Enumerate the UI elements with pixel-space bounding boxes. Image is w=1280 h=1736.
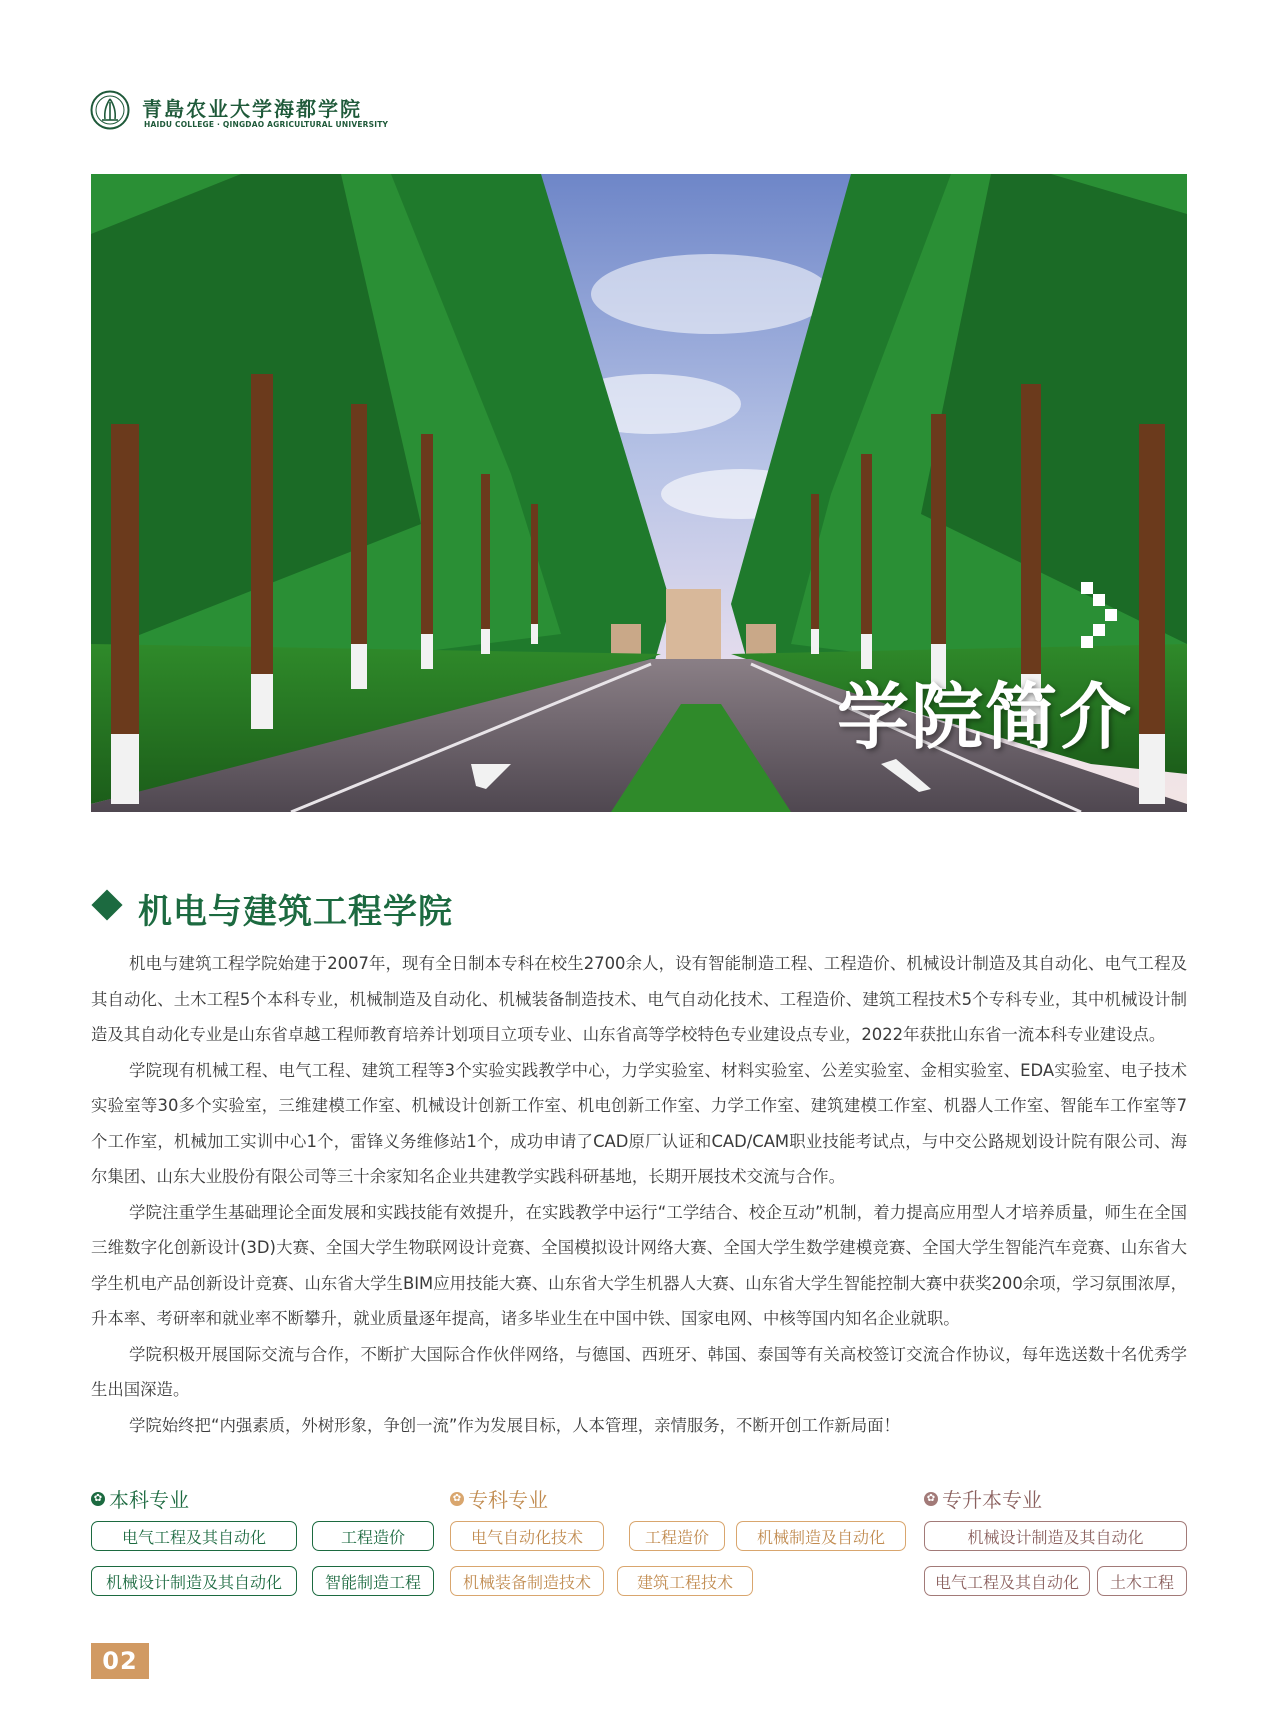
section-body	[91, 946, 1187, 1443]
major-tag: 土木工程	[1097, 1566, 1187, 1596]
flower-bullet-icon: ✿	[91, 1492, 105, 1506]
page-number: 02	[91, 1643, 149, 1679]
flower-bullet-icon: ✿	[924, 1492, 938, 1506]
chevron-right-icon	[1081, 582, 1121, 648]
college-majors-heading	[450, 1484, 548, 1513]
major-tag: 建筑工程技术	[617, 1566, 753, 1596]
section-title: 机电与建筑工程学院	[138, 892, 453, 932]
upgrade-majors-heading	[924, 1484, 1042, 1513]
undergrad-majors-title: 本科专业	[109, 1488, 189, 1512]
college-majors-title: 专科专业	[468, 1488, 548, 1512]
major-tag: 工程造价	[312, 1521, 434, 1551]
major-tag: 电气工程及其自动化	[91, 1521, 297, 1551]
undergrad-majors-heading	[91, 1484, 189, 1513]
college-seal-icon	[90, 90, 130, 130]
college-name-en: HAIDU COLLEGE · QINGDAO AGRICULTURAL UNIVERSITY	[144, 120, 389, 129]
paragraph: 学院现有机械工程、电气工程、建筑工程等3个实验实践教学中心，力学实验室、材料实验室、公差实验室、金相实验室、EDA实验室、电子技术实验室等30多个实验室，三维建模工作室、机械设计创新工作室、机电创新工作室、力学工作室、建筑建模工作室、机器人工作室、智能车工作室等7个工作室，机械加工实训中心1个，雷锋义务维修站1个，成功申请了CAD原厂认证和CAD/CAM职业技能考试点，与中交公路规划设计院有限公司、海尔集团、山东大业股份有限公司等三十余家知名企业共建教学实践科研基地，长期开展技术交流与合作。	[91, 1060, 1187, 1186]
major-tag: 机械装备制造技术	[450, 1566, 604, 1596]
major-tag: 工程造价	[629, 1521, 725, 1551]
diamond-bullet-icon	[91, 889, 122, 920]
major-tag: 机械制造及自动化	[736, 1521, 906, 1551]
hero-title: 学院简介	[836, 675, 1133, 759]
paragraph: 学院积极开展国际交流与合作，不断扩大国际合作伙伴网络，与德国、西班牙、韩国、泰国等有关高校签订交流合作协议，每年选送数十名优秀学生出国深造。	[91, 1344, 1187, 1399]
hero-banner	[91, 174, 1187, 812]
major-tag: 机械设计制造及其自动化	[91, 1566, 297, 1596]
paragraph: 学院始终把“内强素质，外树形象，争创一流”作为发展目标，人本管理，亲情服务，不断开创工作新局面！	[129, 1415, 900, 1435]
paragraph: 学院注重学生基础理论全面发展和实践技能有效提升，在实践教学中运行“工学结合、校企互动”机制，着力提高应用型人才培养质量，师生在全国三维数字化创新设计(3D)大赛、全国大学生物联网设计竞赛、全国模拟设计网络大赛、全国大学生数学建模竞赛、全国大学生智能汽车竞赛、山东省大学生机电产品创新设计竞赛、山东省大学生BIM应用技能大赛、山东省大学生机器人大赛、山东省大学生智能控制大赛中获奖200余项，学习氛围浓厚，升本率、考研率和就业率不断攀升，就业质量逐年提高，诸多毕业生在中国中铁、国家电网、中核等国内知名企业就职。	[91, 1202, 1187, 1328]
major-tag: 智能制造工程	[312, 1566, 434, 1596]
major-tag: 机械设计制造及其自动化	[924, 1521, 1187, 1551]
paragraph: 机电与建筑工程学院始建于2007年，现有全日制本专科在校生2700余人，设有智能制造工程、工程造价、机械设计制造及其自动化、电气工程及其自动化、土木工程5个本科专业，机械制造及自动化、机械装备制造技术、电气自动化技术、工程造价、建筑工程技术5个专科专业，其中机械设计制造及其自动化专业是山东省卓越工程师教育培养计划项目立项专业、山东省高等学校特色专业建设点专业，2022年获批山东省一流本科专业建设点。	[91, 954, 1187, 1044]
flower-bullet-icon: ✿	[450, 1492, 464, 1506]
college-name-cn: 青島农业大学海都学院	[142, 97, 362, 121]
major-tag: 电气自动化技术	[450, 1521, 604, 1551]
upgrade-majors-title: 专升本专业	[942, 1488, 1042, 1512]
major-tag: 电气工程及其自动化	[924, 1566, 1090, 1596]
